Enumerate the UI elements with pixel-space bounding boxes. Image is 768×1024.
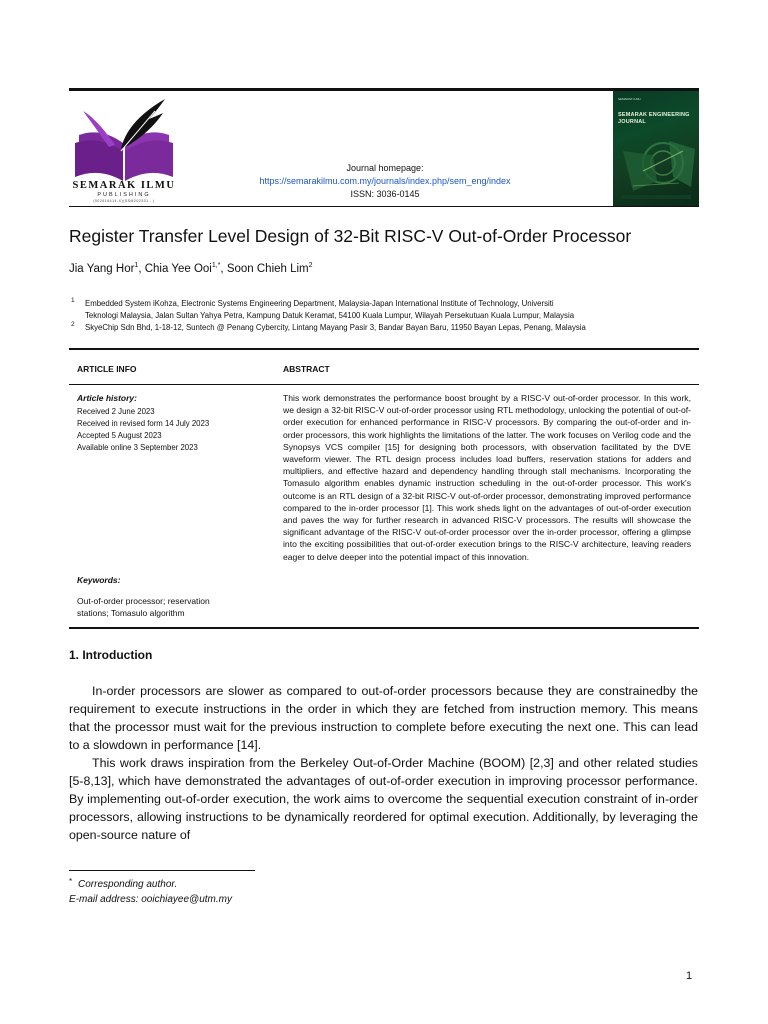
footnote-rule: [69, 870, 255, 871]
abstract-text: This work demonstrates the performance boost brought by a RISC-V out-of-order processor. In this work, we design a 32-bit RISC-V out-of-order processor using RTL methodology, unlocking the potential of out-of-order execution for enhanced performance in RISC-V processors. By comparing the out-of-order and in-order processors, this work highlights the limitations of the latter. The work focuses on Verilog code and the Synopsys VCS compiler [15] for designing both processors, with observation facilitated by the DVE waveform viewer. The RTL design process includes load buffers, reservation stations for adders and multipliers, and effective hazard and dependency handling through stall mechanisms. Incorporating the Tomasulo algorithm enables dynamic instruction scheduling in the out-of-order processor. This work's outcome is an RTL design of a 32-bit RISC-V out-of-order processor, demonstrating improved performance compared to the in-order processor [1]. This work sheds light on the advantages of out-of-order execution and paves the way for further research in advanced RISC-V processors. The results will showcase the significant advantage of the RISC-V out-of-order processor over the in-order processor, offering a glimpse into the exciting possibilities that out-of-order execution brings to the RISC-V architecture, leaving readers eager to delve deeper into the potential impact of this innovation.: [283, 393, 691, 562]
journal-homepage-link[interactable]: https://semarakilmu.com.my/journals/index.php/sem_eng/index: [259, 176, 511, 186]
keywords-line-1: Out-of-order processor; reservation: [77, 596, 210, 606]
paper-title: Register Transfer Level Design of 32-Bit RISC-V Out-of-Order Processor: [69, 226, 632, 246]
body-paragraph-1: In-order processors are slower as compared to out-of-order processors because they are constrainedby the requirement to execute instructions in the order in which they are fetched from instruction memory. This means that the processor must wait for the previous instruction to complete before executing the next one. This can lead to a slowdown in performance [14].: [69, 684, 698, 752]
history-revised: Received in revised form 14 July 2023: [77, 419, 210, 428]
footnote-corresponding: Corresponding author.: [78, 879, 178, 890]
author-name: Chia Yee Ooi: [144, 263, 212, 275]
abstract-header: ABSTRACT: [283, 364, 330, 374]
cover-publisher: SEMARAK ILMU: [618, 97, 641, 101]
body-paragraph-2: This work draws inspiration from the Berkeley Out-of-Order Machine (BOOM) [2,3] and other related studies [5-8,13], which have demonstrated the advantages of out-of-order execution in improving processor performance. By implementing out-of-order execution, the work aims to overcome the sequential execution constraint of in-order processors, allowing instructions to be dynamically reordered for optimal execution. Additionally, by leveraging the open-source nature of: [69, 756, 698, 842]
affiliation-2-line-1: SkyeChip Sdn Bhd, 1-18-12, Suntech @ Penang Cybercity, Lintang Mayang Pasir 3, Bandar Bayan Baru, 11950 Bayan Lepas, Penang, Malaysia: [85, 323, 586, 332]
author-name: Jia Yang Hor: [69, 263, 135, 275]
affiliation-1-line-1: Embedded System iKohza, Electronic Systems Engineering Department, Malaysia-Japan International Institute of Technology, Universiti: [85, 299, 554, 308]
page-number: 1: [686, 970, 693, 982]
publisher-registration: (002616414-X)(SSM202301...): [93, 199, 155, 203]
book-spine: [123, 151, 125, 181]
journal-homepage-label: Journal homepage:: [346, 163, 424, 173]
history-accepted: Accepted 5 August 2023: [77, 431, 162, 440]
journal-issn: ISSN: 3036-0145: [350, 189, 420, 199]
author-affiliation-mark: 1,*: [211, 262, 221, 269]
author-list: Jia Yang Hor$^1$, Chia Yee Ooi$^{1,*}$, Soon Chieh Lim$^2$: [69, 262, 313, 275]
cover-title: SEMARAK ENGINEERING JOURNAL: [618, 112, 690, 125]
info-header-rule: [69, 384, 699, 385]
history-online: Available online 3 September 2023: [77, 443, 198, 452]
footnote-star: *: [69, 877, 73, 886]
author-affiliation-mark: 2: [308, 262, 313, 269]
keywords-label: Keywords:: [77, 575, 121, 585]
affiliation-number: 2: [71, 321, 75, 328]
info-bottom-rule: [69, 627, 699, 629]
journal-cover-image: [613, 91, 699, 206]
author-name: Soon Chieh Lim: [226, 263, 309, 275]
keywords-line-2: stations; Tomasulo algorithm: [77, 608, 185, 618]
affiliation-number: 1: [71, 297, 75, 304]
affiliation-1-line-2: Teknologi Malaysia, Jalan Sultan Yahya Petra, Kampung Datuk Keramat, 54100 Kuala Lumpur, Wilayah Persekutuan Kuala Lumpur, Malaysia: [85, 311, 575, 320]
info-top-rule: [69, 348, 699, 350]
article-history-label: Article history:: [77, 393, 137, 403]
section-title-introduction: 1. Introduction: [69, 648, 153, 662]
publisher-name: SEMARAK ILMU: [72, 180, 176, 191]
publisher-subtitle: PUBLISHING: [97, 192, 151, 198]
header-bottom-rule: [69, 206, 699, 207]
footnote-email: E-mail address: ooichiayee@utm.my: [69, 894, 232, 905]
author-affiliation-mark: 1: [134, 262, 139, 269]
article-info-header: ARTICLE INFO: [77, 364, 137, 374]
history-received: Received 2 June 2023: [77, 407, 155, 416]
cover-artwork: [613, 91, 699, 206]
